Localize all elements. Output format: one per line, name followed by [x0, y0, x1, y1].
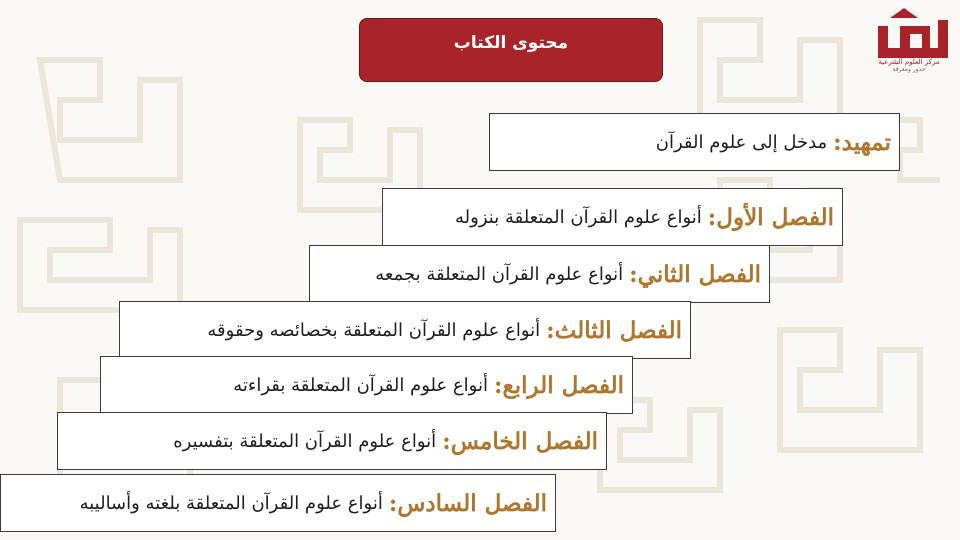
title-banner — [359, 18, 663, 82]
chapter-colon: : — [388, 489, 398, 517]
chapter-description: أنواع علوم القرآن المتعلقة بتفسيره — [173, 430, 437, 452]
chapter-label: الفصل الأول — [716, 203, 834, 231]
chapter-colon: : — [442, 427, 451, 455]
chapter-item — [119, 301, 691, 359]
chapter-label: الفصل الثاني — [637, 260, 761, 288]
logo-tagline: جذور ومعرفة — [892, 66, 926, 73]
chapter-colon: : — [707, 203, 717, 231]
chapter-label: الفصل الثالث — [554, 316, 682, 344]
chapter-label: الفصل الخامس — [450, 427, 598, 455]
chapter-colon: : — [629, 260, 638, 288]
chapter-item — [57, 412, 607, 470]
chapter-colon: : — [493, 371, 503, 399]
chapter-description: مدخل إلى علوم القرآن — [655, 131, 828, 153]
chapter-label: الفصل الرابع — [502, 371, 624, 399]
chapter-description: أنواع علوم القرآن المتعلقة بلغته وأساليبه — [79, 492, 383, 514]
logo-text — [862, 58, 956, 74]
chapter-item — [489, 113, 900, 171]
chapter-description: أنواع علوم القرآن المتعلقة بنزوله — [455, 206, 702, 228]
chapter-item — [0, 474, 556, 532]
chapter-description: أنواع علوم القرآن المتعلقة بقراءته — [233, 374, 488, 396]
chapter-description: أنواع علوم القرآن المتعلقة بخصائصه وحقوقه — [207, 319, 541, 341]
chapter-item — [100, 356, 633, 414]
chapter-label: الفصل السادس — [397, 489, 547, 517]
chapter-item — [382, 188, 843, 246]
chapter-item — [309, 245, 770, 303]
chapter-label: تمهيد — [841, 128, 891, 156]
chapter-description: أنواع علوم القرآن المتعلقة بجمعه — [375, 263, 624, 285]
chapter-colon: : — [833, 128, 842, 156]
chapter-colon: : — [546, 316, 555, 344]
logo-subtitle: مركز العلوم الشرعية — [878, 58, 940, 66]
page-title: محتوى الكتاب — [453, 33, 569, 53]
